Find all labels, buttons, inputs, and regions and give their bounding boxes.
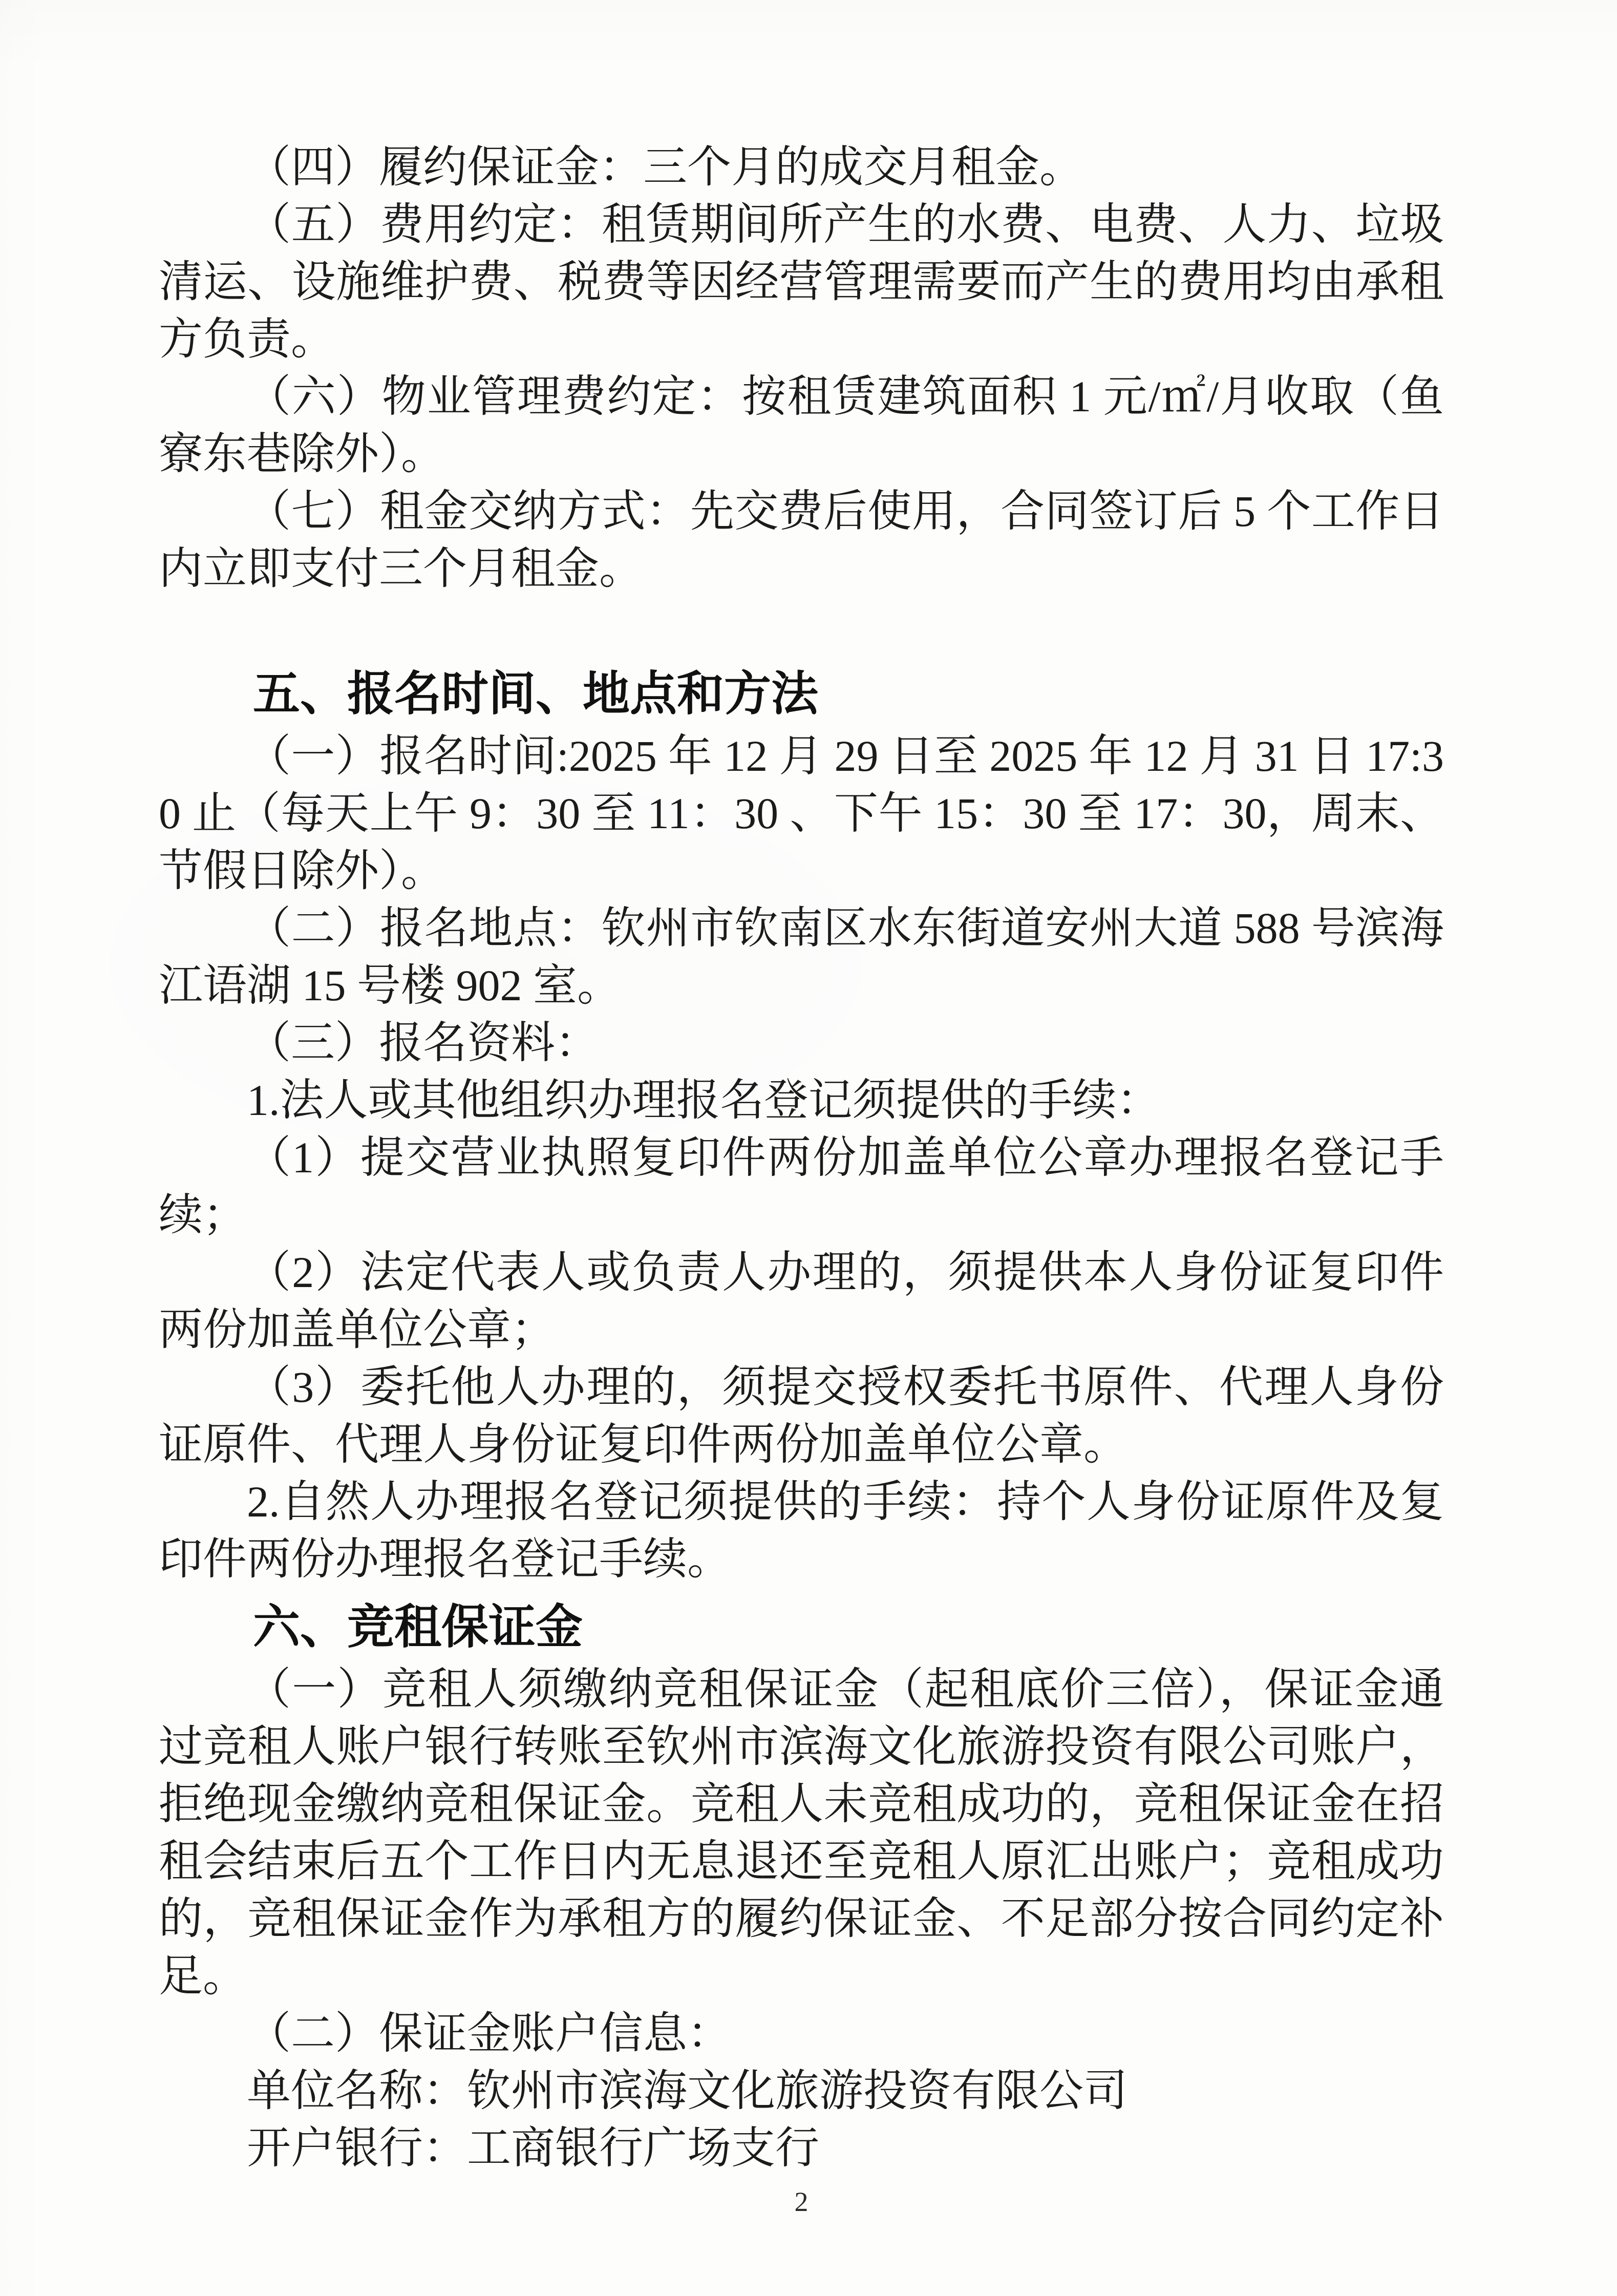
paragraph: （二）报名地点：钦州市钦南区水东街道安州大道 588 号滨海江语湖 15 号楼 902 室。 xyxy=(159,903,1444,1010)
page-number: 2 xyxy=(794,2186,808,2217)
paragraph: （三）报名资料： xyxy=(247,1018,599,1067)
paragraph: （四）履约保证金：三个月的成交月租金。 xyxy=(247,142,1083,192)
paragraph: （一）竞租人须缴纳竞租保证金（起租底价三倍），保证金通过竞租人账户银行转账至钦州市滨海文化旅游投资有限公司账户，拒绝现金缴纳竞租保证金。竞租人未竞租成功的，竞租保证金在招租会结束后五个工作日内无息退还至竞租人原汇出账户；竞租成功的，竞租保证金作为承租方的履约保证金、不足部分按合同约定补足。 xyxy=(159,1665,1444,2000)
paragraph: （一）报名时间:2025 年 12 月 29 日至 2025 年 12 月 31 日 17:30 止（每天上午 9：30 至 11：30 、下午 15：30 至 17：30，周末、节假日除外）。 xyxy=(159,731,1444,895)
document-body xyxy=(159,138,1444,2220)
paragraph: 开户银行：工商银行广场支行 xyxy=(247,2123,819,2173)
blank-line xyxy=(159,597,1444,655)
paragraph: （2）法定代表人或负责人办理的，须提供本人身份证复印件两份加盖单位公章； xyxy=(159,1248,1444,1354)
paragraph: （六）物业管理费约定：按租赁建筑面积 1 元/㎡/月收取（鱼寮东巷除外）。 xyxy=(159,372,1444,478)
paragraph: 单位名称：钦州市滨海文化旅游投资有限公司 xyxy=(247,2066,1127,2115)
paragraph: （五）费用约定：租赁期间所产生的水费、电费、人力、垃圾清运、设施维护费、税费等因经营管理需要而产生的费用均由承租方负责。 xyxy=(159,200,1444,364)
section-heading: 六、竞租保证金 xyxy=(253,1601,583,1653)
paragraph: （二）保证金账户信息： xyxy=(247,2009,731,2058)
paragraph: （七）租金交纳方式：先交费后使用，合同签订后 5 个工作日内立即支付三个月租金。 xyxy=(159,487,1444,593)
paragraph: （1）提交营业执照复印件两份加盖单位公章办理报名登记手续； xyxy=(159,1133,1444,1239)
document-text-blocks xyxy=(159,138,1444,2177)
section-heading: 五、报名时间、地点和方法 xyxy=(253,668,819,720)
paragraph: 2.自然人办理报名登记须提供的手续：持个人身份证原件及复印件两份办理报名登记手续。 xyxy=(159,1477,1444,1584)
paragraph: 1.法人或其他组织办理报名登记须提供的手续： xyxy=(247,1076,1161,1125)
paragraph: （3）委托他人办理的，须提交授权委托书原件、代理人身份证原件、代理人身份证复印件两份加盖单位公章。 xyxy=(159,1362,1444,1469)
